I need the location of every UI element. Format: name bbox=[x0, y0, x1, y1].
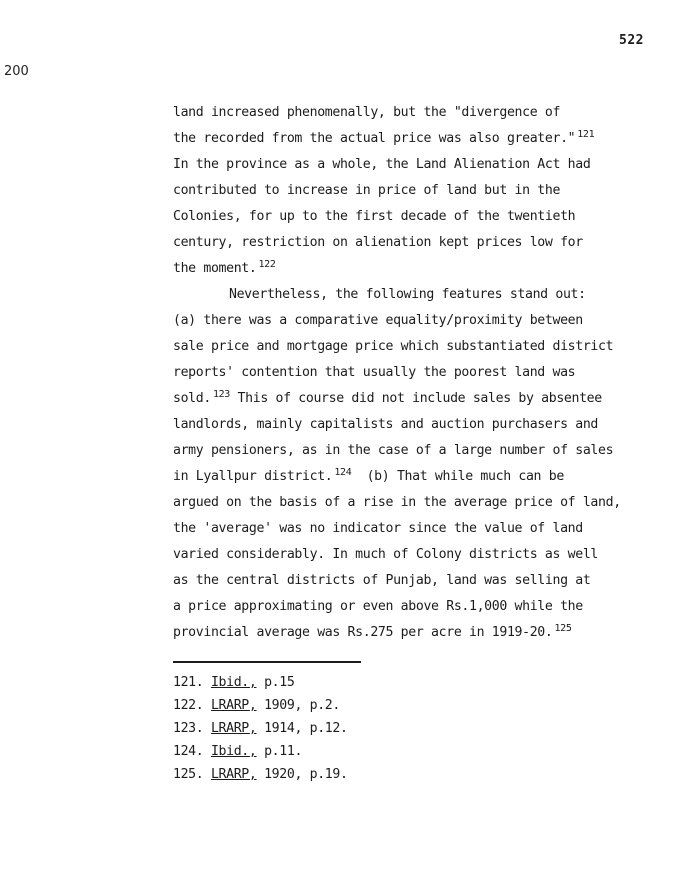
footnote-number: 122. bbox=[173, 698, 204, 713]
line-text: provincial average was Rs.275 per acre in 1919-20. bbox=[173, 625, 553, 640]
line-text: army pensioners, as in the case of a large number of sales bbox=[173, 443, 614, 458]
page-number-side: 200 bbox=[4, 64, 29, 79]
footnote-detail: p.15 bbox=[256, 675, 295, 690]
text-line bbox=[173, 204, 653, 230]
line-text: sold. bbox=[173, 391, 211, 406]
footnotes bbox=[173, 671, 348, 786]
text-line bbox=[173, 230, 653, 256]
footnote-number: 124. bbox=[173, 744, 204, 759]
line-text: the 'average' was no indicator since the value of land bbox=[173, 521, 583, 536]
line-text: sale price and mortgage price which substantiated district bbox=[173, 339, 614, 354]
footnote-divider bbox=[173, 661, 361, 663]
footnote bbox=[173, 694, 348, 717]
text-line bbox=[173, 360, 653, 386]
line-text: the recorded from the actual price was also greater." bbox=[173, 131, 576, 146]
line-text: argued on the basis of a rise in the average price of land, bbox=[173, 495, 621, 510]
footnote-number: 123. bbox=[173, 721, 204, 736]
line-text: varied considerably. In much of Colony districts as well bbox=[173, 547, 599, 562]
line-text: Colonies, for up to the first decade of the twentieth bbox=[173, 209, 576, 224]
text-line bbox=[173, 386, 653, 412]
line-text: land increased phenomenally, but the "divergence of bbox=[173, 105, 561, 120]
footnote bbox=[173, 671, 348, 694]
line-text: In the province as a whole, the Land Alienation Act had bbox=[173, 157, 591, 172]
body-text bbox=[173, 100, 653, 646]
line-text-continued: This of course did not include sales by absentee bbox=[229, 391, 602, 406]
line-text: century, restriction on alienation kept prices low for bbox=[173, 235, 583, 250]
footnote-detail: 1914, p.12. bbox=[256, 721, 348, 736]
text-line bbox=[173, 620, 653, 646]
footnote-source: Ibid., bbox=[210, 675, 257, 690]
text-line bbox=[173, 308, 653, 334]
text-line bbox=[173, 334, 653, 360]
footnote-detail: 1909, p.2. bbox=[256, 698, 340, 713]
line-text-continued: (b) That while much can be bbox=[351, 469, 564, 484]
footnote-number: 121. bbox=[173, 675, 204, 690]
text-line bbox=[173, 126, 653, 152]
text-line bbox=[173, 282, 653, 308]
footnote bbox=[173, 763, 348, 786]
line-text: (a) there was a comparative equality/proximity between bbox=[173, 313, 583, 328]
footnote-number: 125. bbox=[173, 767, 204, 782]
paragraph bbox=[173, 100, 653, 282]
line-text: a price approximating or even above Rs.1,000 while the bbox=[173, 599, 583, 614]
text-line bbox=[173, 256, 653, 282]
text-line bbox=[173, 178, 653, 204]
text-line bbox=[173, 100, 653, 126]
text-line bbox=[173, 594, 653, 620]
text-line bbox=[173, 464, 653, 490]
line-text: reports' contention that usually the poorest land was bbox=[173, 365, 576, 380]
footnote bbox=[173, 740, 348, 763]
line-text: the moment. bbox=[173, 261, 257, 276]
footnote bbox=[173, 717, 348, 740]
line-text: contributed to increase in price of land but in the bbox=[173, 183, 561, 198]
footnote-marker: 125 bbox=[554, 623, 572, 634]
footnote-source: LRARP, bbox=[210, 721, 257, 736]
footnote-detail: 1920, p.19. bbox=[256, 767, 348, 782]
line-text: in Lyallpur district. bbox=[173, 469, 333, 484]
footnote-marker: 122 bbox=[258, 259, 276, 270]
footnote-marker: 124 bbox=[334, 467, 352, 478]
footnote-source: LRARP, bbox=[210, 698, 257, 713]
text-line bbox=[173, 568, 653, 594]
footnote-source: LRARP, bbox=[210, 767, 257, 782]
paragraph bbox=[173, 282, 653, 646]
footnote-marker: 121 bbox=[577, 129, 595, 140]
line-text: Nevertheless, the following features stand out: bbox=[229, 287, 586, 302]
footnote-marker: 123 bbox=[212, 389, 230, 400]
text-line bbox=[173, 412, 653, 438]
text-line bbox=[173, 490, 653, 516]
text-line bbox=[173, 438, 653, 464]
footnote-detail: p.11. bbox=[256, 744, 303, 759]
line-text: landlords, mainly capitalists and auction purchasers and bbox=[173, 417, 599, 432]
text-line bbox=[173, 516, 653, 542]
footnote-source: Ibid., bbox=[210, 744, 257, 759]
page-number-top: 522 bbox=[619, 33, 644, 48]
line-text: as the central districts of Punjab, land was selling at bbox=[173, 573, 591, 588]
text-line bbox=[173, 152, 653, 178]
text-line bbox=[173, 542, 653, 568]
